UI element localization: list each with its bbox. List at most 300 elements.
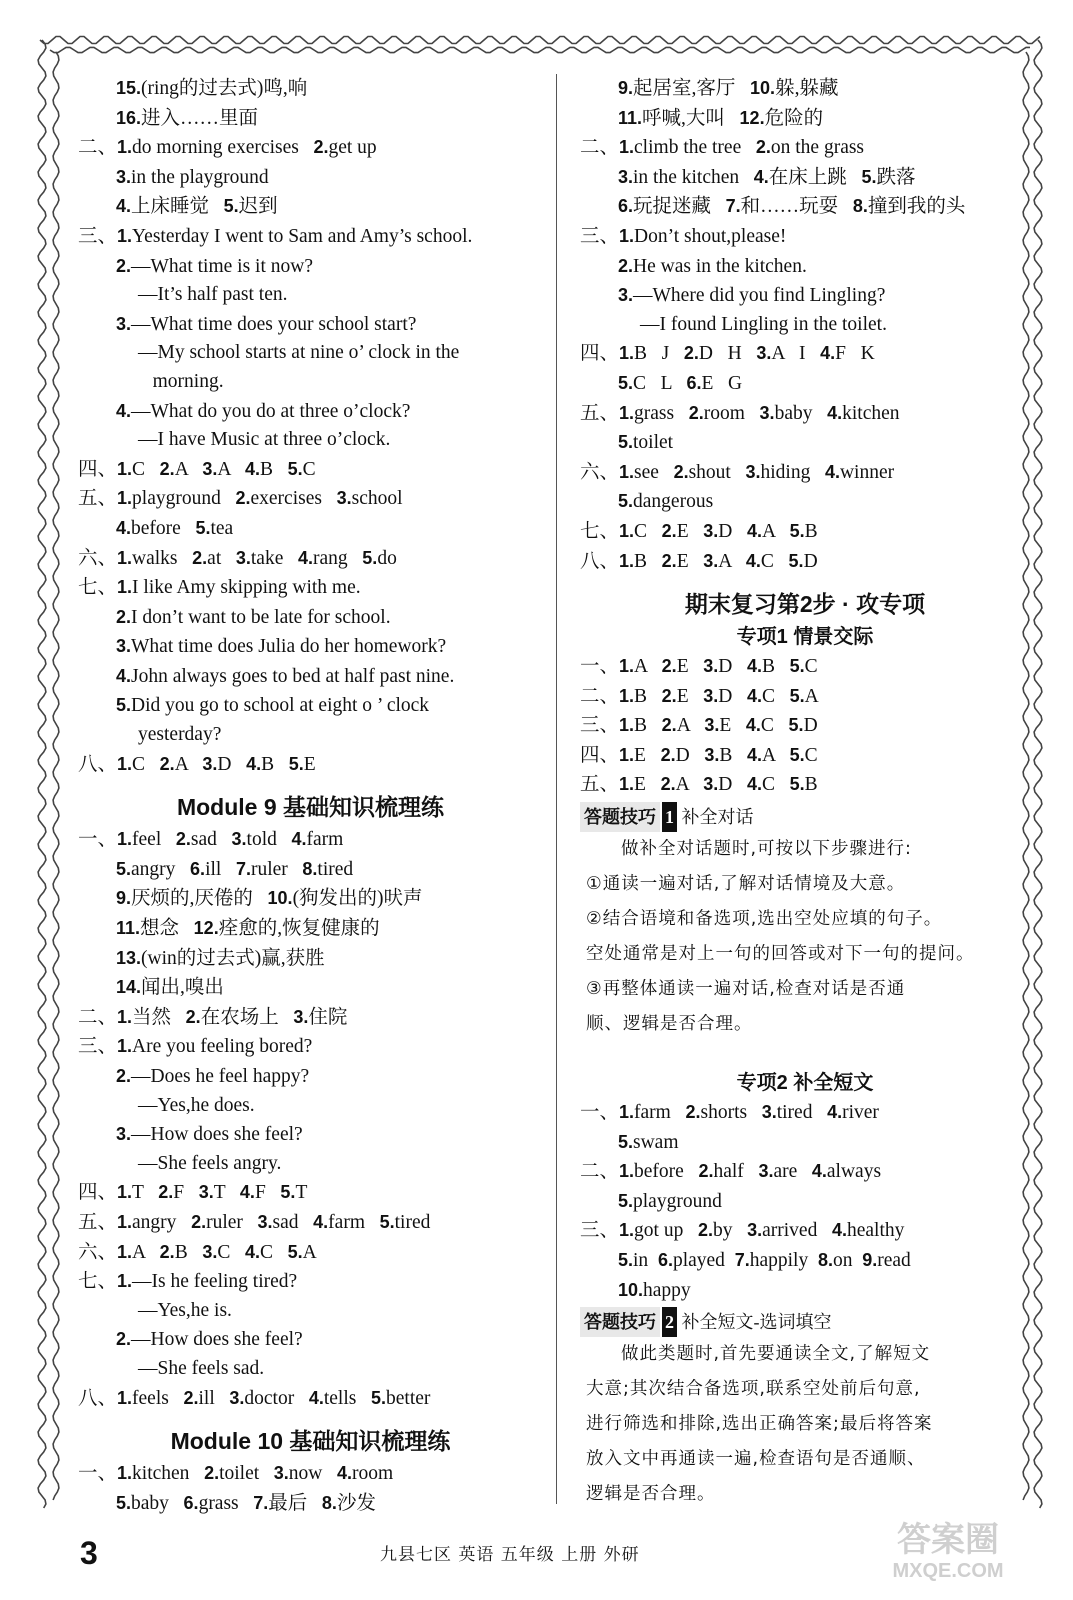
answer-text: He was in the kitchen. xyxy=(633,255,807,277)
answer-line xyxy=(78,163,543,193)
answer-line xyxy=(78,310,543,340)
answer-text: E xyxy=(676,520,704,542)
item-number: 5. xyxy=(195,517,211,538)
answer-text: 和……玩耍 xyxy=(740,196,853,218)
answer-text: —Yes,he is. xyxy=(138,1299,232,1321)
answer-line xyxy=(580,1128,1030,1158)
item-number: 5. xyxy=(789,774,805,795)
answer-line xyxy=(78,1489,543,1519)
item-number: 1. xyxy=(117,1182,133,1203)
answer-text: arrived xyxy=(762,1220,832,1242)
item-number: 4. xyxy=(239,1182,255,1203)
answer-line xyxy=(580,517,1030,547)
item-number: 2. xyxy=(688,402,704,423)
answer-text: A xyxy=(174,753,203,775)
answer-text: D xyxy=(718,685,747,707)
answer-line xyxy=(78,222,543,252)
answer-text: shorts xyxy=(700,1102,762,1124)
item-number: 5. xyxy=(618,1190,634,1211)
answer-text: A xyxy=(634,656,662,678)
answer-text: (win的过去式)赢,获胜 xyxy=(141,947,325,969)
answer-text: C xyxy=(132,753,160,775)
item-number: 6. xyxy=(183,1492,199,1513)
answer-line xyxy=(78,691,543,721)
item-number: 11. xyxy=(116,918,141,939)
item-number: 3. xyxy=(618,166,634,187)
answer-text: tired xyxy=(394,1211,431,1233)
answer-text: B xyxy=(761,656,790,678)
item-number: 1. xyxy=(619,1220,635,1241)
answer-text: —Yes,he does. xyxy=(138,1094,255,1116)
answer-line xyxy=(78,1297,543,1326)
answer-text: D xyxy=(803,715,818,737)
answer-text: B xyxy=(634,685,662,707)
left-column xyxy=(78,74,543,1518)
section-number: 三、 xyxy=(580,225,620,247)
tip-number: 2 xyxy=(662,1307,677,1337)
answer-text: kitchen xyxy=(132,1463,205,1485)
section-number: 八、 xyxy=(580,550,620,572)
item-number: 4. xyxy=(827,1102,843,1123)
section-number: 一、 xyxy=(78,1463,118,1485)
item-number: 1. xyxy=(117,1211,133,1232)
item-number: 3. xyxy=(704,744,720,765)
item-number: 1. xyxy=(117,1463,133,1484)
item-number: 1. xyxy=(117,1006,133,1027)
item-number: 5. xyxy=(287,1241,303,1262)
answer-text: C xyxy=(804,656,818,678)
tip-tag: 答题技巧 xyxy=(580,802,660,832)
item-number: 5. xyxy=(618,491,634,512)
answer-text: angry xyxy=(132,1211,192,1233)
item-number: 7. xyxy=(253,1492,269,1513)
answer-text: toilet xyxy=(633,432,674,454)
item-number: 5. xyxy=(788,715,804,736)
answer-text: grass xyxy=(198,1492,254,1514)
item-number: 4. xyxy=(298,547,314,568)
item-number: 1. xyxy=(619,461,635,482)
item-number: 3. xyxy=(336,488,352,509)
item-number: 3. xyxy=(202,458,218,479)
item-number: 7. xyxy=(725,196,741,217)
answer-text: ruler xyxy=(206,1211,258,1233)
item-number: 3. xyxy=(198,1182,214,1203)
item-number: 3. xyxy=(758,1161,774,1182)
answer-line xyxy=(78,1178,543,1208)
answer-text: see xyxy=(634,461,674,483)
item-number: 2. xyxy=(183,1387,199,1408)
item-number: 2. xyxy=(661,715,677,736)
item-number: 1. xyxy=(117,547,133,568)
section-number: 三、 xyxy=(78,225,118,247)
answer-text: A xyxy=(217,458,245,480)
tip-title-text: 补全短文-选词填空 xyxy=(681,1312,832,1333)
answer-line xyxy=(78,133,543,163)
answer-text: Did you go to school at eight o ’ clock xyxy=(131,695,430,717)
answer-text: C xyxy=(760,550,789,572)
answer-text: playground xyxy=(132,488,236,510)
tip-line: ①通读一遍对话,了解对话情境及大意。 xyxy=(586,874,906,895)
answer-line xyxy=(580,711,1030,741)
answer-line xyxy=(580,222,1030,252)
answer-text: D xyxy=(718,774,747,796)
answer-text: got up xyxy=(634,1220,698,1242)
answer-text: grass xyxy=(634,402,689,424)
section-number: 二、 xyxy=(580,137,620,159)
answer-text: dangerous xyxy=(633,491,714,513)
answer-text: doctor xyxy=(244,1387,309,1409)
item-number: 3. xyxy=(257,1211,273,1232)
answer-text: happy xyxy=(643,1279,691,1301)
tip1-body xyxy=(580,832,1030,1042)
tip-line: ③再整体通读一遍对话,检查对话是否通 xyxy=(586,979,906,1000)
item-number: 3. xyxy=(273,1463,289,1484)
answer-text: E xyxy=(634,774,661,796)
item-number: 1. xyxy=(117,1241,133,1262)
answer-line xyxy=(78,1092,543,1121)
answer-line xyxy=(78,914,543,944)
item-number: 3. xyxy=(703,520,719,541)
item-number: 4. xyxy=(753,166,769,187)
item-number: 5. xyxy=(789,656,805,677)
answer-text: sad xyxy=(190,829,232,851)
item-number: 2. xyxy=(683,343,699,364)
item-number: 6. xyxy=(686,372,702,393)
answer-text: before xyxy=(131,517,196,539)
tip1-title xyxy=(580,802,1030,832)
answer-text: school xyxy=(351,488,403,510)
answer-text: F xyxy=(173,1182,199,1204)
item-number: 1. xyxy=(619,656,635,677)
answer-text: 闻出,嗅出 xyxy=(141,977,224,999)
item-number: 2. xyxy=(697,1220,713,1241)
tip-line: 做此类题时,首先要通读全文,了解短文 xyxy=(621,1344,931,1365)
section-number: 六、 xyxy=(78,547,118,569)
item-number: 2. xyxy=(698,1161,714,1182)
answer-text: (狗发出的)吠声 xyxy=(292,888,423,910)
item-number: 2. xyxy=(673,461,689,482)
answer-text: 上床睡觉 xyxy=(131,196,224,218)
item-number: 7. xyxy=(235,858,251,879)
answer-line xyxy=(580,339,1030,369)
answer-text: —How does she feel? xyxy=(131,1329,303,1351)
item-number: 5. xyxy=(618,432,634,453)
item-number: 5. xyxy=(789,520,805,541)
answer-text: C xyxy=(634,520,662,542)
answer-text: are xyxy=(773,1161,812,1183)
answer-text: T xyxy=(295,1182,308,1204)
item-number: 3. xyxy=(618,285,634,306)
answer-text: D xyxy=(718,520,747,542)
answer-text: F xyxy=(254,1182,281,1204)
answer-line xyxy=(78,192,543,222)
item-number: 1. xyxy=(619,774,635,795)
answer-line xyxy=(580,1246,1030,1276)
answer-text: get up xyxy=(328,137,377,159)
answer-text: angry xyxy=(131,858,191,880)
section-number: 五、 xyxy=(78,1211,118,1233)
item-number: 10. xyxy=(618,1279,644,1300)
answer-line xyxy=(78,1325,543,1355)
answer-text: ill xyxy=(205,858,236,880)
item-number: 9. xyxy=(862,1250,878,1271)
item-number: 4. xyxy=(745,550,761,571)
answer-line xyxy=(580,487,1030,517)
answer-text: (ring的过去式)鸣,响 xyxy=(141,78,308,99)
answer-line xyxy=(78,1459,543,1489)
answer-text: exercises xyxy=(250,488,337,510)
item-number: 5. xyxy=(861,166,877,187)
section-number: 四、 xyxy=(78,1182,118,1204)
answer-text: C xyxy=(761,685,790,707)
answer-text: Don’t shout,please! xyxy=(634,225,787,247)
item-number: 1. xyxy=(619,137,635,158)
item-number: 4. xyxy=(746,656,762,677)
answer-text: A xyxy=(132,1241,160,1263)
answer-text: C xyxy=(761,774,790,796)
item-number: 7. xyxy=(734,1250,750,1271)
answer-text: I don’t want to be late for school. xyxy=(131,606,391,628)
answers-module8-continued xyxy=(78,74,543,779)
item-number: 5. xyxy=(116,858,132,879)
item-number: 5. xyxy=(370,1387,386,1408)
section-number: 三、 xyxy=(78,1036,118,1058)
answer-text: 跌落 xyxy=(876,166,916,188)
item-number: 1. xyxy=(619,343,635,364)
answer-text: D xyxy=(217,753,247,775)
answer-line xyxy=(78,750,543,780)
item-number: 5. xyxy=(362,547,378,568)
answer-text: 最后 xyxy=(268,1492,322,1514)
answers-special-topic2 xyxy=(580,1098,1030,1305)
item-number: 2. xyxy=(755,137,771,158)
answer-text: 撞到我的头 xyxy=(867,196,966,218)
answer-text: E xyxy=(634,744,661,766)
item-number: 4. xyxy=(811,1161,827,1182)
answer-line xyxy=(78,544,543,574)
answer-text: 呼喊,大叫 xyxy=(642,107,740,129)
answer-text: A xyxy=(718,550,746,572)
site-watermark xyxy=(863,1520,1033,1590)
answer-text: —I have Music at three o’clock. xyxy=(138,429,391,451)
answer-text: C xyxy=(132,458,160,480)
answer-line xyxy=(78,721,543,750)
item-number: 5. xyxy=(618,1250,634,1271)
answer-line xyxy=(580,281,1030,311)
item-number: 2. xyxy=(661,685,677,706)
item-number: 2. xyxy=(192,547,208,568)
item-number: 1. xyxy=(117,1036,133,1057)
item-number: 11. xyxy=(618,107,643,128)
answer-text: winner xyxy=(839,461,895,483)
item-number: 1. xyxy=(117,753,133,774)
item-number: 5. xyxy=(288,753,304,774)
item-number: 4. xyxy=(313,1211,329,1232)
section-number: 八、 xyxy=(78,1387,118,1409)
answer-text: E xyxy=(676,550,704,572)
answer-text: B xyxy=(804,520,818,542)
answer-line xyxy=(580,1098,1030,1128)
answer-text: at xyxy=(207,547,236,569)
answer-line xyxy=(580,399,1030,429)
answer-text: playground xyxy=(633,1190,722,1212)
answer-text: D xyxy=(803,550,818,572)
answer-text: room xyxy=(352,1463,394,1485)
tip-line: 空处通常是对上一句的回答或对下一句的提问。 xyxy=(586,944,975,965)
tip-line: 做补全对话题时,可按以下步骤进行: xyxy=(621,839,912,860)
item-number: 4. xyxy=(246,753,262,774)
answer-line xyxy=(78,1120,543,1150)
answer-text: hiding xyxy=(760,461,825,483)
item-number: 1. xyxy=(117,1387,133,1408)
section-number: 五、 xyxy=(78,488,118,510)
answer-text: Are you feeling bored? xyxy=(132,1036,313,1058)
item-number: 4. xyxy=(291,829,307,850)
answer-line xyxy=(78,1032,543,1062)
item-number: 4. xyxy=(244,458,260,479)
answer-text: —What time does your school start? xyxy=(131,313,417,335)
answer-text: C xyxy=(760,715,789,737)
item-number: 3. xyxy=(756,343,772,364)
answer-text: told xyxy=(246,829,292,851)
item-number: 2. xyxy=(685,1102,701,1123)
answer-text: 沙发 xyxy=(336,1492,376,1514)
answer-text: —How does she feel? xyxy=(131,1124,303,1146)
item-number: 2. xyxy=(204,1463,220,1484)
section-number: 八、 xyxy=(78,753,118,775)
answer-text: —What do you do at three o’clock? xyxy=(131,400,411,422)
answer-text: B xyxy=(261,753,289,775)
item-number: 2. xyxy=(159,1241,175,1262)
answer-text: D xyxy=(675,744,705,766)
answer-line xyxy=(580,428,1030,458)
item-number: 3. xyxy=(116,166,132,187)
right-column xyxy=(580,74,1030,1512)
answer-text: T xyxy=(132,1182,159,1204)
page-number: 3 xyxy=(80,1535,98,1571)
item-number: 3. xyxy=(235,547,251,568)
answer-text: —Where did you find Lingling? xyxy=(633,285,886,307)
answer-text: feels xyxy=(132,1387,184,1409)
item-number: 2. xyxy=(661,656,677,677)
item-number: 4. xyxy=(308,1387,324,1408)
tip-number: 1 xyxy=(662,802,677,832)
answer-line xyxy=(580,1216,1030,1246)
tip-tag: 答题技巧 xyxy=(580,1307,660,1337)
answer-text: sad xyxy=(272,1211,314,1233)
answer-text: C xyxy=(260,1241,288,1263)
answer-text: 进入……里面 xyxy=(141,107,259,129)
item-number: 4. xyxy=(337,1463,353,1484)
answer-text: shout xyxy=(688,461,746,483)
answer-line xyxy=(78,455,543,485)
answers-module9 xyxy=(78,825,543,1413)
answer-line xyxy=(580,163,1030,193)
answers-module10-continued xyxy=(580,74,1030,576)
answer-line xyxy=(78,944,543,974)
item-number: 8. xyxy=(817,1250,833,1271)
item-number: 5. xyxy=(379,1211,395,1232)
answer-text: 痊愈的,恢复健康的 xyxy=(218,918,380,940)
answer-line xyxy=(78,1003,543,1033)
answer-line xyxy=(580,133,1030,163)
section-number: 六、 xyxy=(580,461,620,483)
item-number: 3. xyxy=(231,829,247,850)
answer-line xyxy=(580,1187,1030,1217)
answer-line xyxy=(580,252,1030,282)
answer-text: farm xyxy=(634,1102,686,1124)
answer-text: B xyxy=(634,550,662,572)
item-number: 1. xyxy=(117,829,133,850)
answer-text: —Does he feel happy? xyxy=(131,1066,310,1087)
item-number: 4. xyxy=(746,774,762,795)
item-number: 13. xyxy=(116,947,142,968)
answer-text: on xyxy=(832,1250,863,1272)
item-number: 1. xyxy=(619,744,635,765)
answer-text: in the playground xyxy=(131,166,269,188)
answer-text: C xyxy=(804,744,818,766)
answer-text: half xyxy=(713,1161,759,1183)
answer-text: feel xyxy=(132,829,176,851)
answer-line xyxy=(78,281,543,310)
item-number: 2. xyxy=(661,520,677,541)
item-number: 2. xyxy=(116,1066,132,1086)
answer-text: —It’s half past ten. xyxy=(138,284,288,306)
answer-line xyxy=(580,369,1030,399)
item-number: 1. xyxy=(619,715,635,736)
answer-text: 想念 xyxy=(140,918,194,940)
item-number: 5. xyxy=(223,196,239,217)
answer-text: A xyxy=(174,458,203,480)
answer-text: What time does Julia do her homework? xyxy=(131,636,447,658)
tip-title-text: 补全对话 xyxy=(681,807,754,828)
section-number: 一、 xyxy=(78,829,118,851)
item-number: 12. xyxy=(739,107,765,128)
answer-text: A xyxy=(676,715,705,737)
item-number: 2. xyxy=(116,1329,132,1350)
module9-heading: Module 9 基础知识梳理练 xyxy=(176,794,445,821)
item-number: 6. xyxy=(190,858,206,879)
section-number: 六、 xyxy=(78,1241,118,1263)
item-number: 4. xyxy=(746,744,762,765)
section-number: 四、 xyxy=(580,744,620,766)
answer-line xyxy=(78,662,543,692)
answer-line xyxy=(78,104,543,134)
answer-text: river xyxy=(842,1102,879,1124)
answer-text: healthy xyxy=(846,1220,905,1242)
answer-line xyxy=(78,603,543,633)
answer-text: ruler xyxy=(250,858,303,880)
item-number: 2. xyxy=(191,1211,207,1232)
answer-text: A xyxy=(804,685,819,707)
answer-text: B xyxy=(260,458,288,480)
answer-line xyxy=(78,825,543,855)
item-number: 5. xyxy=(116,1492,132,1513)
answer-text: ill xyxy=(198,1387,230,1409)
answer-text: tired xyxy=(776,1102,828,1124)
answer-text: A xyxy=(761,744,790,766)
answer-line xyxy=(580,458,1030,488)
answer-text: happily xyxy=(749,1250,818,1272)
answer-line xyxy=(78,426,543,455)
answer-text: read xyxy=(877,1250,911,1272)
item-number: 12. xyxy=(193,918,219,939)
answer-line xyxy=(78,1150,543,1179)
item-number: 4. xyxy=(745,715,761,736)
item-number: 2. xyxy=(175,829,191,850)
section-number: 三、 xyxy=(580,1220,620,1242)
item-number: 1. xyxy=(619,1161,635,1182)
